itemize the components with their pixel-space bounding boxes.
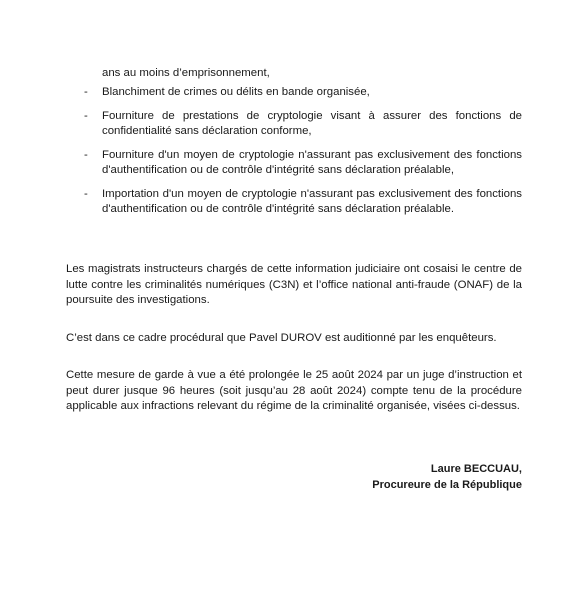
list-continuation-text: ans au moins d’emprisonnement, <box>102 67 270 79</box>
bullet-dash: - <box>84 148 88 161</box>
bullet-dash: - <box>84 187 88 200</box>
list-item <box>84 187 522 218</box>
offense-list <box>84 85 522 226</box>
list-item-text: Fourniture de prestations de cryptologie visant à assurer des fonctions de confidentialité sans déclaration conforme, <box>102 109 522 137</box>
bullet-dash: - <box>84 86 88 98</box>
signature-title: Procureure de la République <box>372 478 522 491</box>
list-item-text: Importation d'un moyen de cryptologie n'assurant pas exclusivement des fonctions d'authentification ou de contrôle d'intégrité sans déclaration préalable. <box>102 187 522 215</box>
paragraph-cosaisine: Les magistrats instructeurs chargés de cette information judiciaire ont cosaisi le centre de lutte contre les criminalités numériques (C3N) et l’office national anti-fraude (ONAF) de la poursuite des investigations. <box>66 263 522 306</box>
list-item <box>84 109 522 140</box>
signature-block <box>372 462 522 493</box>
paragraph-audition: C’est dans ce cadre procédural que Pavel DUROV est auditionné par les enquêteurs. <box>66 332 497 344</box>
bullet-dash: - <box>84 109 88 122</box>
list-item <box>84 148 522 179</box>
paragraph-garde-a-vue: Cette mesure de garde à vue a été prolongée le 25 août 2024 par un juge d’instruction et peut durer jusque 96 heures (soit jusqu’au 28 août 2024) compte tenu de la procédure applicable aux infractions relevant du régime de la criminalité organisée, visées ci-dessus. <box>66 369 522 412</box>
list-item-text: Fourniture d'un moyen de cryptologie n'assurant pas exclusivement des fonctions d'authentification ou de contrôle d'intégrité sans déclaration préalable, <box>102 148 522 176</box>
list-item-text: Blanchiment de crimes ou délits en bande organisée, <box>102 86 370 98</box>
list-item <box>84 85 522 101</box>
signature-name: Laure BECCUAU, <box>430 463 522 475</box>
